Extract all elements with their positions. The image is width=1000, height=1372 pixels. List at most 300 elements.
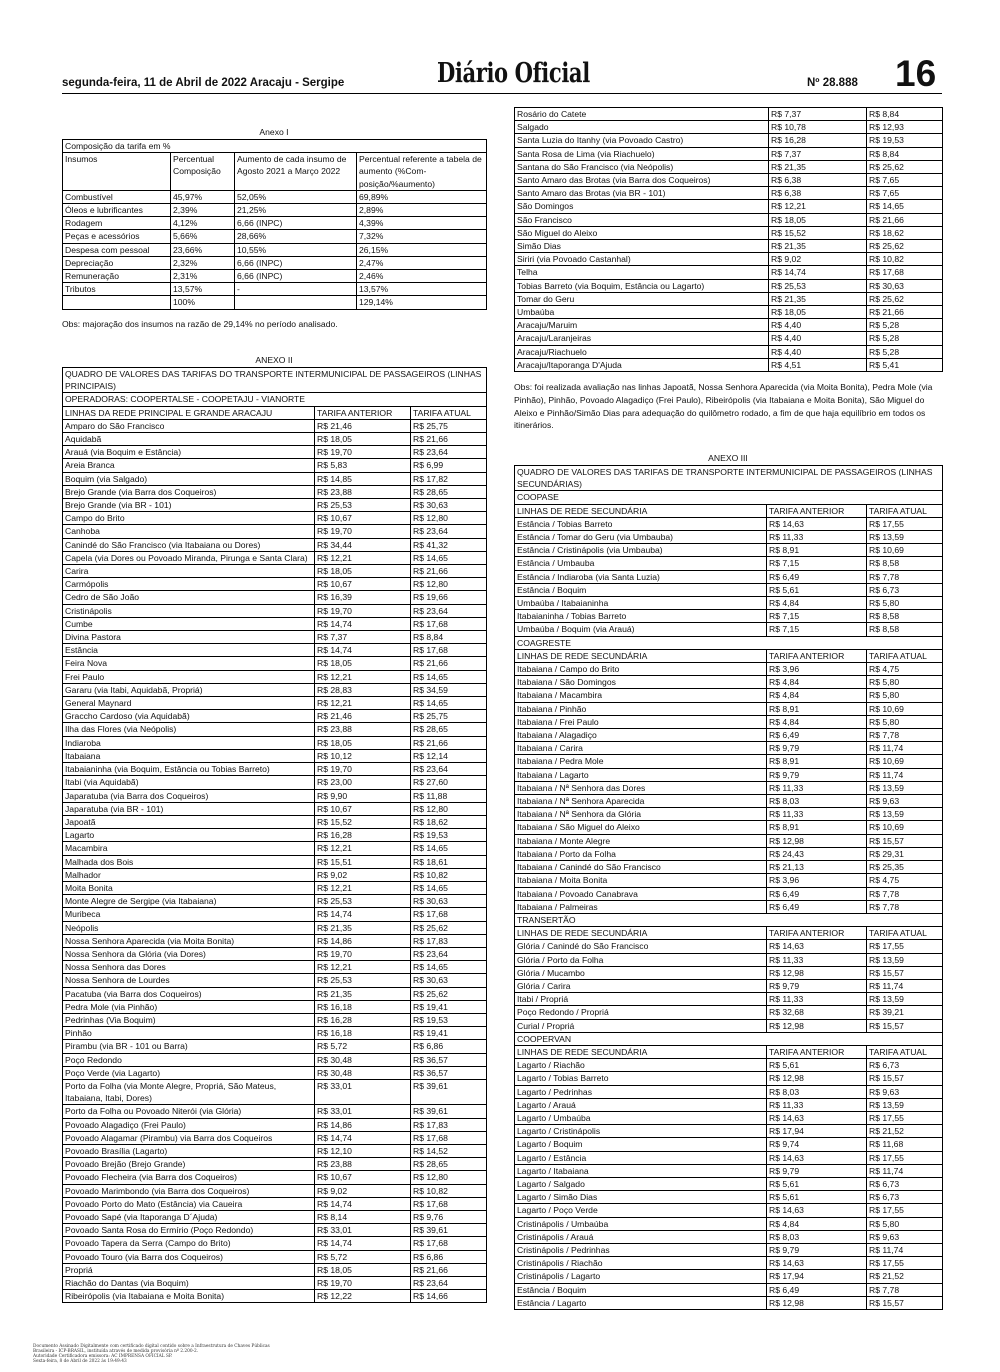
table-cell: Tributos — [63, 283, 171, 296]
table-row — [515, 174, 943, 187]
table-cell: Santana do São Francisco (via Neópolis) — [515, 160, 769, 173]
table-cell: R$ 12,21 — [315, 551, 411, 564]
table-row — [515, 517, 943, 530]
table-cell: R$ 27,60 — [411, 776, 487, 789]
table-cell: Estância / Boquim — [515, 583, 767, 596]
table-cell: Japaratuba (via Barra dos Coqueiros) — [63, 789, 315, 802]
table-header-row — [515, 504, 943, 517]
table-cell: R$ 8,58 — [867, 557, 943, 570]
table-row — [515, 597, 943, 610]
table-cell: Itabaiana / Monte Alegre — [515, 834, 767, 847]
table-cell: Poço Redondo — [63, 1053, 315, 1066]
table-cell: Depreciação — [63, 256, 171, 269]
table-cell: Carira — [63, 565, 315, 578]
table-cell: R$ 6,86 — [411, 1250, 487, 1263]
table-row — [63, 1000, 487, 1013]
table-cell: R$ 10,78 — [769, 121, 867, 134]
table-cell: 28,66% — [235, 230, 357, 243]
table-row — [515, 887, 943, 900]
table-cell: R$ 18,61 — [411, 855, 487, 868]
table-row — [63, 270, 487, 283]
table-cell: R$ 14,65 — [411, 961, 487, 974]
table-cell: R$ 8,91 — [767, 544, 867, 557]
anexo2-table — [62, 367, 487, 1303]
table-row — [63, 749, 487, 762]
table-cell: Estância / Umbauba — [515, 557, 767, 570]
table-cell: Itabi (via Aquidabã) — [63, 776, 315, 789]
table-cell: R$ 10,69 — [867, 821, 943, 834]
table-cell: Estância — [63, 644, 315, 657]
table-cell: R$ 4,75 — [867, 874, 943, 887]
table-cell: Divina Pastora — [63, 631, 315, 644]
anexo3-table — [514, 465, 943, 1310]
table-row — [63, 1224, 487, 1237]
table-cell: Itabaiana / Povoado Canabrava — [515, 887, 767, 900]
table-cell: R$ 11,33 — [767, 781, 867, 794]
table-cell: TARIFA ANTERIOR — [767, 504, 867, 517]
table-cell: Poço Redondo / Propriá — [515, 1006, 767, 1019]
table-row — [63, 644, 487, 657]
table-row — [515, 1151, 943, 1164]
table-cell: R$ 14,65 — [411, 697, 487, 710]
table-cell: R$ 7,37 — [769, 108, 867, 121]
table-cell: R$ 21,35 — [769, 292, 867, 305]
table-title-row — [515, 466, 943, 491]
table-cell: 2,46% — [357, 270, 487, 283]
table-cell: R$ 12,98 — [767, 1072, 867, 1085]
table-row — [515, 1283, 943, 1296]
table-row — [63, 1171, 487, 1184]
table-cell: Itabaiana / São Domingos — [515, 676, 767, 689]
table-cell: LINHAS DE REDE SECUNDÁRIA — [515, 649, 767, 662]
table-cell: Itabaiana / Carira — [515, 742, 767, 755]
table-cell: R$ 18,05 — [769, 306, 867, 319]
table-cell: TARIFA ATUAL — [867, 649, 943, 662]
table-cell: 13,57% — [357, 283, 487, 296]
table-cell: R$ 8,91 — [767, 755, 867, 768]
table-cell: R$ 12,21 — [315, 697, 411, 710]
table-cell: R$ 6,38 — [769, 174, 867, 187]
table-cell: Gararu (via Itabi, Aquidabã, Propriá) — [63, 683, 315, 696]
table-cell: Salgado — [515, 121, 769, 134]
table-row — [515, 358, 943, 371]
table-cell: Tomar do Geru — [515, 292, 769, 305]
table-cell: R$ 15,51 — [315, 855, 411, 868]
table-cell: R$ 5,80 — [867, 676, 943, 689]
table-row — [63, 190, 487, 203]
table-cell: Capela (via Dores ou Povoado Miranda, Pirunga e Santa Clara) — [63, 551, 315, 564]
table-row — [63, 776, 487, 789]
table-cell: R$ 36,57 — [411, 1053, 487, 1066]
table-cell: Combustível — [63, 190, 171, 203]
table-cell: R$ 10,67 — [315, 1171, 411, 1184]
table-cell: R$ 4,40 — [769, 345, 867, 358]
table-row — [63, 710, 487, 723]
table-cell: R$ 12,14 — [411, 749, 487, 762]
table-cell: R$ 9,02 — [315, 1184, 411, 1197]
table-cell: Glória / Porto da Folha — [515, 953, 767, 966]
table-cell: R$ 4,40 — [769, 319, 867, 332]
table-cell: R$ 23,64 — [411, 763, 487, 776]
table-cell: Despesa com pessoal — [63, 243, 171, 256]
table-cell: R$ 21,52 — [867, 1125, 943, 1138]
table-cell: R$ 24,43 — [767, 847, 867, 860]
table-cell: R$ 9,74 — [767, 1138, 867, 1151]
table-cell: R$ 8,03 — [767, 1230, 867, 1243]
table-cell: 7,32% — [357, 230, 487, 243]
table-cell: Lagarto / Itabaiana — [515, 1164, 767, 1177]
table-cell: 69,89% — [357, 190, 487, 203]
operator-group-row — [515, 636, 943, 649]
table-row — [63, 1118, 487, 1131]
table-cell: COAGRESTE — [515, 636, 943, 649]
table-cell: Glória / Canindé do São Francisco — [515, 940, 767, 953]
table-cell: Santa Luzia do Itanhy (via Povoado Castro) — [515, 134, 769, 147]
table-cell: R$ 12,98 — [767, 966, 867, 979]
table-cell: R$ 13,59 — [867, 993, 943, 1006]
table-cell: São Miguel do Aleixo — [515, 226, 769, 239]
table-cell: R$ 17,83 — [411, 1118, 487, 1131]
table-row — [515, 531, 943, 544]
table-row — [515, 226, 943, 239]
table-cell: Composição da tarifa em % — [63, 140, 487, 153]
table-row — [63, 670, 487, 683]
table-row — [63, 499, 487, 512]
table-row — [515, 557, 943, 570]
table-cell: R$ 12,98 — [767, 834, 867, 847]
table-cell: R$ 5,28 — [867, 319, 943, 332]
table-cell: Itabaiana / Lagarto — [515, 768, 767, 781]
table-cell: R$ 4,75 — [867, 663, 943, 676]
table-cell: 2,39% — [171, 204, 235, 217]
table-cell: Canhoba — [63, 525, 315, 538]
table-cell: Santa Rosa de Lima (via Riachuelo) — [515, 147, 769, 160]
table-cell: R$ 18,05 — [315, 433, 411, 446]
digital-signature-footer — [33, 1344, 270, 1364]
table-cell: R$ 3,96 — [767, 874, 867, 887]
table-row — [63, 256, 487, 269]
table-cell: São Domingos — [515, 200, 769, 213]
table-cell: R$ 11,74 — [867, 768, 943, 781]
table-cell: R$ 21,66 — [411, 657, 487, 670]
table-row — [515, 1059, 943, 1072]
table-cell: R$ 21,13 — [767, 861, 867, 874]
table-row — [515, 544, 943, 557]
table-cell: R$ 10,69 — [867, 544, 943, 557]
table-cell: R$ 7,78 — [867, 729, 943, 742]
table-cell: Povoado Porto do Mato (Estância) via Caueira — [63, 1197, 315, 1210]
table-cell: R$ 13,59 — [867, 953, 943, 966]
table-cell: Lagarto / Umbaúba — [515, 1111, 767, 1124]
table-row — [515, 755, 943, 768]
table-cell: Itabaianinha (via Boquim, Estância ou Tobias Barreto) — [63, 763, 315, 776]
table-cell: Itabaiana / Canindé do São Francisco — [515, 861, 767, 874]
table-row — [63, 855, 487, 868]
table-row — [515, 583, 943, 596]
table-cell: R$ 8,84 — [411, 631, 487, 644]
table-cell: TARIFA ATUAL — [411, 406, 487, 419]
table-cell: R$ 19,70 — [315, 525, 411, 538]
table-cell: R$ 30,48 — [315, 1066, 411, 1079]
table-row — [515, 1125, 943, 1138]
table-cell: R$ 12,80 — [411, 1171, 487, 1184]
table-cell: R$ 16,28 — [315, 1013, 411, 1026]
table-row — [515, 781, 943, 794]
table-cell: Estância / Lagarto — [515, 1296, 767, 1309]
table-cell: R$ 11,33 — [767, 531, 867, 544]
table-cell: TARIFA ANTERIOR — [767, 649, 867, 662]
table-cell: QUADRO DE VALORES DAS TARIFAS DO TRANSPORTE INTERMUNICIPAL DE PASSAGEIROS (LINHAS PRINCIPAIS) — [63, 368, 487, 393]
table-row — [515, 1006, 943, 1019]
table-cell: R$ 5,61 — [767, 1059, 867, 1072]
table-cell: R$ 16,18 — [315, 1027, 411, 1040]
table-cell: R$ 18,62 — [411, 815, 487, 828]
table-cell: R$ 16,18 — [315, 1000, 411, 1013]
table-cell: TARIFA ATUAL — [867, 927, 943, 940]
table-cell: R$ 23,88 — [315, 1158, 411, 1171]
table-cell: R$ 25,62 — [867, 292, 943, 305]
table-cell: 26,15% — [357, 243, 487, 256]
table-cell: Itabaiana / Pinhão — [515, 702, 767, 715]
table-cell: R$ 9,79 — [767, 768, 867, 781]
table-cell: Povoado Flecheira (via Barra dos Coqueiros) — [63, 1171, 315, 1184]
table-cell: Povoado Brejão (Brejo Grande) — [63, 1158, 315, 1171]
table-row — [63, 815, 487, 828]
table-cell: R$ 18,05 — [315, 657, 411, 670]
table-cell: R$ 39,61 — [411, 1224, 487, 1237]
table-cell: R$ 15,57 — [867, 1296, 943, 1309]
table-row — [515, 187, 943, 200]
table-row — [63, 1105, 487, 1118]
table-cell: R$ 30,63 — [411, 499, 487, 512]
table-cell: R$ 12,21 — [315, 842, 411, 855]
table-cell: R$ 28,65 — [411, 723, 487, 736]
table-cell: 52,05% — [235, 190, 357, 203]
table-row — [63, 947, 487, 960]
table-cell: 2,47% — [357, 256, 487, 269]
table-cell: R$ 19,70 — [315, 604, 411, 617]
table-cell: R$ 5,61 — [767, 1177, 867, 1190]
table-row — [515, 1270, 943, 1283]
table-cell: Lagarto / Salgado — [515, 1177, 767, 1190]
table-cell: R$ 7,37 — [769, 147, 867, 160]
table-cell: 4,12% — [171, 217, 235, 230]
table-cell: R$ 4,84 — [767, 597, 867, 610]
table-cell: R$ 17,55 — [867, 517, 943, 530]
table-cell: R$ 12,21 — [315, 670, 411, 683]
table-cell: R$ 14,63 — [767, 940, 867, 953]
table-cell: Lagarto / Simão Dias — [515, 1191, 767, 1204]
table-cell: R$ 21,66 — [867, 213, 943, 226]
table-cell: R$ 8,03 — [767, 1085, 867, 1098]
table-cell: Poço Verde (via Lagarto) — [63, 1066, 315, 1079]
table-cell: Amparo do São Francisco — [63, 419, 315, 432]
table-row — [515, 940, 943, 953]
table-cell: Siriri (via Povoado Castanhal) — [515, 253, 769, 266]
anexo1-table — [62, 139, 487, 310]
table-cell: R$ 8,58 — [867, 623, 943, 636]
table-cell: Rosário do Catete — [515, 108, 769, 121]
table-cell: R$ 17,68 — [867, 266, 943, 279]
table-cell: Aquidabã — [63, 433, 315, 446]
table-cell: R$ 10,12 — [315, 749, 411, 762]
table-cell: R$ 12,93 — [867, 121, 943, 134]
table-cell: Percentual Composição — [171, 153, 235, 191]
table-cell: R$ 9,02 — [315, 868, 411, 881]
table-cell: R$ 25,62 — [867, 160, 943, 173]
table-cell: R$ 10,82 — [411, 868, 487, 881]
table-row — [515, 874, 943, 887]
table-cell: Umbaúba / Boquim (via Arauá) — [515, 623, 767, 636]
table-cell: 6,66 (INPC) — [235, 256, 357, 269]
table-cell: R$ 5,80 — [867, 689, 943, 702]
table-cell: R$ 9,02 — [769, 253, 867, 266]
table-cell: Itabaiana / Campo do Brito — [515, 663, 767, 676]
table-cell: Peças e acessórios — [63, 230, 171, 243]
table-cell: Santo Amaro das Brotas (via Barra dos Coqueiros) — [515, 174, 769, 187]
table-cell: R$ 9,90 — [315, 789, 411, 802]
table-cell: 129,14% — [357, 296, 487, 309]
table-cell: R$ 18,05 — [769, 213, 867, 226]
table-cell: Cristinápolis — [63, 604, 315, 617]
table-cell: R$ 19,41 — [411, 1027, 487, 1040]
table-cell: Lagarto / Riachão — [515, 1059, 767, 1072]
table-row — [63, 1013, 487, 1026]
table-row — [515, 1204, 943, 1217]
table-cell: R$ 30,63 — [411, 974, 487, 987]
table-row — [63, 868, 487, 881]
table-row — [63, 908, 487, 921]
table-cell: R$ 9,63 — [867, 1230, 943, 1243]
table-cell: R$ 7,78 — [867, 887, 943, 900]
table-cell: R$ 13,59 — [867, 808, 943, 821]
table-cell: Curial / Propriá — [515, 1019, 767, 1032]
table-cell: R$ 6,86 — [411, 1040, 487, 1053]
table-cell: R$ 30,63 — [411, 895, 487, 908]
table-cell: R$ 5,61 — [767, 1191, 867, 1204]
table-cell: 2,89% — [357, 204, 487, 217]
table-cell: 6,66 (INPC) — [235, 270, 357, 283]
table-cell: R$ 10,69 — [867, 702, 943, 715]
table-row — [63, 1237, 487, 1250]
table-cell: Ilha das Flores (via Neópolis) — [63, 723, 315, 736]
table-cell: Lagarto — [63, 829, 315, 842]
table-cell: R$ 6,73 — [867, 583, 943, 596]
table-row — [63, 1027, 487, 1040]
table-cell: Moita Bonita — [63, 881, 315, 894]
table-cell: R$ 16,28 — [769, 134, 867, 147]
table-row — [63, 697, 487, 710]
table-cell: R$ 7,78 — [867, 900, 943, 913]
table-cell: Nossa Senhora da Glória (via Dores) — [63, 947, 315, 960]
table-cell: R$ 17,94 — [767, 1125, 867, 1138]
table-cell: Santo Amaro das Brotas (via BR - 101) — [515, 187, 769, 200]
table-cell: R$ 21,46 — [315, 419, 411, 432]
table-cell: R$ 16,39 — [315, 591, 411, 604]
table-row — [515, 319, 943, 332]
table-cell: R$ 4,84 — [767, 1217, 867, 1230]
table-cell: Areia Branca — [63, 459, 315, 472]
table-cell: Macambira — [63, 842, 315, 855]
table-cell: Itabaiana / Nª Senhora Aparecida — [515, 795, 767, 808]
anexo2-note: Obs: foi realizada avaliação nas linhas Japoatã, Nossa Senhora Aparecida (via Moita Bonita), Pedra Mole (via Pinhão), Pinhão, Povoado Alagadiço (Frei Paulo), Ribeirópolis (via Itabaiana e Moita Bonita), São Miguel do Aleixo e Pinhão/Simão Dias para adequação do quilômetro rodado, a fim de que haja equilíbrio em todos os itinerários. — [514, 382, 933, 431]
table-cell: Itabaiana / Nª Senhora da Glória — [515, 808, 767, 821]
table-cell: R$ 11,33 — [767, 953, 867, 966]
table-cell: R$ 23,64 — [411, 947, 487, 960]
table-row — [515, 1243, 943, 1256]
table-cell: R$ 19,66 — [411, 591, 487, 604]
table-cell: R$ 6,49 — [767, 900, 867, 913]
table-cell: R$ 5,28 — [867, 345, 943, 358]
table-row — [515, 715, 943, 728]
table-row — [63, 1250, 487, 1263]
table-row — [515, 663, 943, 676]
table-header-row — [515, 1045, 943, 1058]
table-row — [515, 306, 943, 319]
table-cell — [235, 296, 357, 309]
table-row — [63, 842, 487, 855]
table-row — [515, 266, 943, 279]
table-cell: R$ 14,74 — [315, 1131, 411, 1144]
table-cell: Estância / Indiaroba (via Santa Luzia) — [515, 570, 767, 583]
table-cell: Telha — [515, 266, 769, 279]
table-cell: R$ 23,64 — [411, 604, 487, 617]
table-row — [63, 485, 487, 498]
table-cell: R$ 5,72 — [315, 1250, 411, 1263]
table-cell: R$ 39,21 — [867, 1006, 943, 1019]
table-cell: Itabi / Propriá — [515, 993, 767, 1006]
table-cell: Povoado Marimbondo (via Barra dos Coqueiros) — [63, 1184, 315, 1197]
table-cell: R$ 5,72 — [315, 1040, 411, 1053]
table-cell: Povoado Touro (via Barra dos Coqueiros) — [63, 1250, 315, 1263]
table-cell: R$ 8,84 — [867, 108, 943, 121]
table-cell: Itabaiana / Alagadiço — [515, 729, 767, 742]
table-cell: Pedrinhas (Via Boquim) — [63, 1013, 315, 1026]
table-cell: R$ 17,68 — [411, 908, 487, 921]
table-row — [63, 296, 487, 309]
table-cell: Povoado Tapera da Serra (Campo do Brito) — [63, 1237, 315, 1250]
table-cell: Lagarto / Cristinápolis — [515, 1125, 767, 1138]
table-cell: R$ 11,33 — [767, 993, 867, 1006]
page-number: 16 — [895, 53, 937, 94]
table-cell: R$ 17,68 — [411, 1197, 487, 1210]
table-cell: 2,32% — [171, 256, 235, 269]
table-cell: R$ 12,10 — [315, 1144, 411, 1157]
table-cell: R$ 6,73 — [867, 1059, 943, 1072]
table-cell: R$ 21,35 — [769, 240, 867, 253]
table-cell: R$ 14,66 — [411, 1290, 487, 1303]
table-row — [63, 230, 487, 243]
table-cell: TARIFA ATUAL — [867, 1045, 943, 1058]
table-cell: R$ 21,66 — [411, 565, 487, 578]
table-cell: Povoado Sapé (via Itaporanga D´Ajuda) — [63, 1211, 315, 1224]
table-cell: R$ 12,21 — [315, 961, 411, 974]
table-row — [515, 570, 943, 583]
table-cell: R$ 15,57 — [867, 834, 943, 847]
table-row — [515, 689, 943, 702]
table-cell: LINHAS DE REDE SECUNDÁRIA — [515, 927, 767, 940]
table-cell: R$ 14,65 — [867, 200, 943, 213]
table-cell: R$ 15,57 — [867, 1019, 943, 1032]
table-cell: Carmópolis — [63, 578, 315, 591]
table-cell: R$ 18,05 — [315, 736, 411, 749]
table-cell: Lagarto / Poço Verde — [515, 1204, 767, 1217]
table-cell: R$ 19,53 — [411, 829, 487, 842]
table-cell: Itabaianinha / Tobias Barreto — [515, 610, 767, 623]
table-cell: R$ 5,80 — [867, 715, 943, 728]
table-cell: Aracaju/Laranjeiras — [515, 332, 769, 345]
table-cell: R$ 23,00 — [315, 776, 411, 789]
